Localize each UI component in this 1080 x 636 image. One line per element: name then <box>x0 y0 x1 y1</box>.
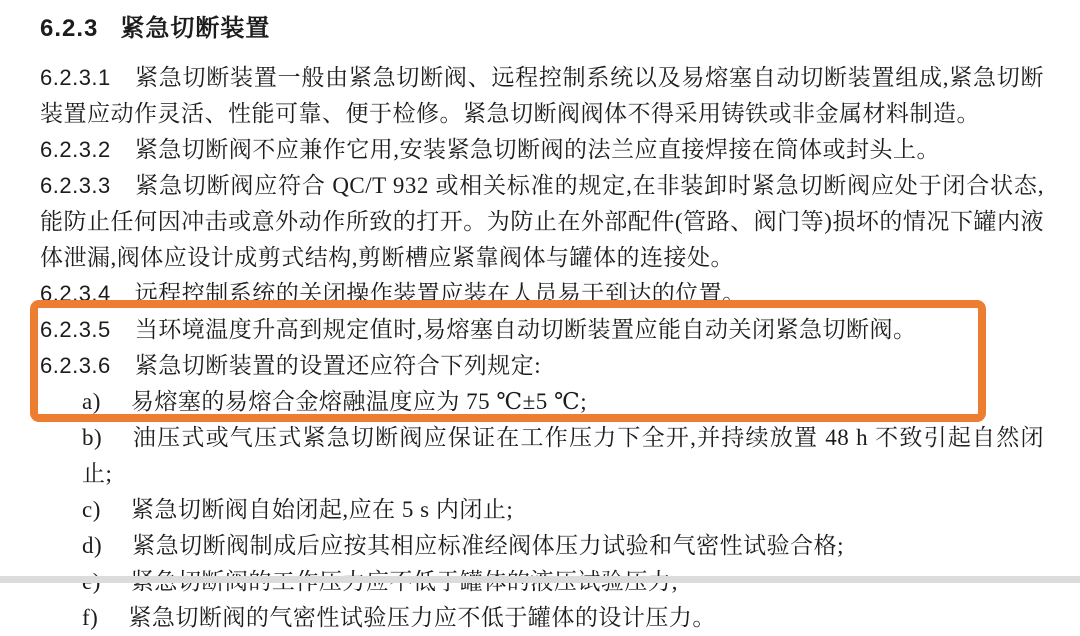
item-text: 紧急切断阀自始闭起,应在 5 s 内闭止; <box>130 497 514 522</box>
clause-number: 6.2.3.6 <box>40 353 111 378</box>
item-letter: a) <box>82 389 101 414</box>
item-letter: f) <box>82 605 99 630</box>
item-text: 易熔塞的易熔合金熔融温度应为 75 ℃±5 ℃; <box>130 389 588 414</box>
list-item-f <box>40 600 1044 636</box>
clause-6233 <box>40 168 1044 276</box>
clause-6235 <box>40 312 1044 348</box>
clause-number: 6.2.3.5 <box>40 317 111 342</box>
list-item-c <box>40 492 1044 528</box>
clause-text: 紧急切断装置一般由紧急切断阀、远程控制系统以及易熔塞自动切断装置组成,紧急切断装置应动作灵活、性能可靠、便于检修。紧急切断阀阀体不得采用铸铁或非金属材料制造。 <box>40 65 1044 126</box>
list-item-d <box>40 528 1044 564</box>
item-letter: d) <box>82 533 103 558</box>
clause-text: 当环境温度升高到规定值时,易熔塞自动切断装置应能自动关闭紧急切断阀。 <box>134 317 917 342</box>
clause-number: 6.2.3.2 <box>40 137 111 162</box>
clause-number: 6.2.3.1 <box>40 65 111 90</box>
clause-number: 6.2.3.3 <box>40 173 111 198</box>
clause-text: 紧急切断装置的设置还应符合下列规定: <box>134 353 542 378</box>
clause-number: 6.2.3.4 <box>40 281 111 306</box>
section-title: 紧急切断装置 <box>120 15 271 42</box>
list-item-a <box>40 384 1044 420</box>
clause-6231 <box>40 60 1044 132</box>
clause-6234 <box>40 276 1044 312</box>
list-item-b <box>40 420 1044 492</box>
bottom-edge-strip <box>0 576 1080 583</box>
item-text: 油压式或气压式紧急切断阀应保证在工作压力下全开,并持续放置 48 h 不致引起自然闭止; <box>82 425 1044 486</box>
item-text: 紧急切断阀制成后应按其相应标准经阀体压力试验和气密性试验合格; <box>132 533 845 558</box>
highlight-region <box>40 312 1044 420</box>
section-heading <box>40 12 1044 46</box>
item-text: 紧急切断阀的气密性试验压力应不低于罐体的设计压力。 <box>128 605 716 630</box>
item-letter: c) <box>82 497 101 522</box>
clause-6236 <box>40 348 1044 384</box>
section-number: 6.2.3 <box>40 15 99 42</box>
clause-6232 <box>40 132 1044 168</box>
clause-text: 紧急切断阀应符合 QC/T 932 或相关标准的规定,在非装卸时紧急切断阀应处于闭合状态,能防止任何因冲击或意外动作所致的打开。为防止在外部配件(管路、阀门等)损坏的情况下罐内液体泄漏,阀体应设计成剪式结构,剪断槽应紧靠阀体与罐体的连接处。 <box>40 173 1044 270</box>
clause-text: 紧急切断阀不应兼作它用,安装紧急切断阀的法兰应直接焊接在筒体或封头上。 <box>134 137 941 162</box>
item-letter: b) <box>82 425 103 450</box>
clause-text: 远程控制系统的关闭操作装置应装在人员易于到达的位置。 <box>134 281 746 306</box>
